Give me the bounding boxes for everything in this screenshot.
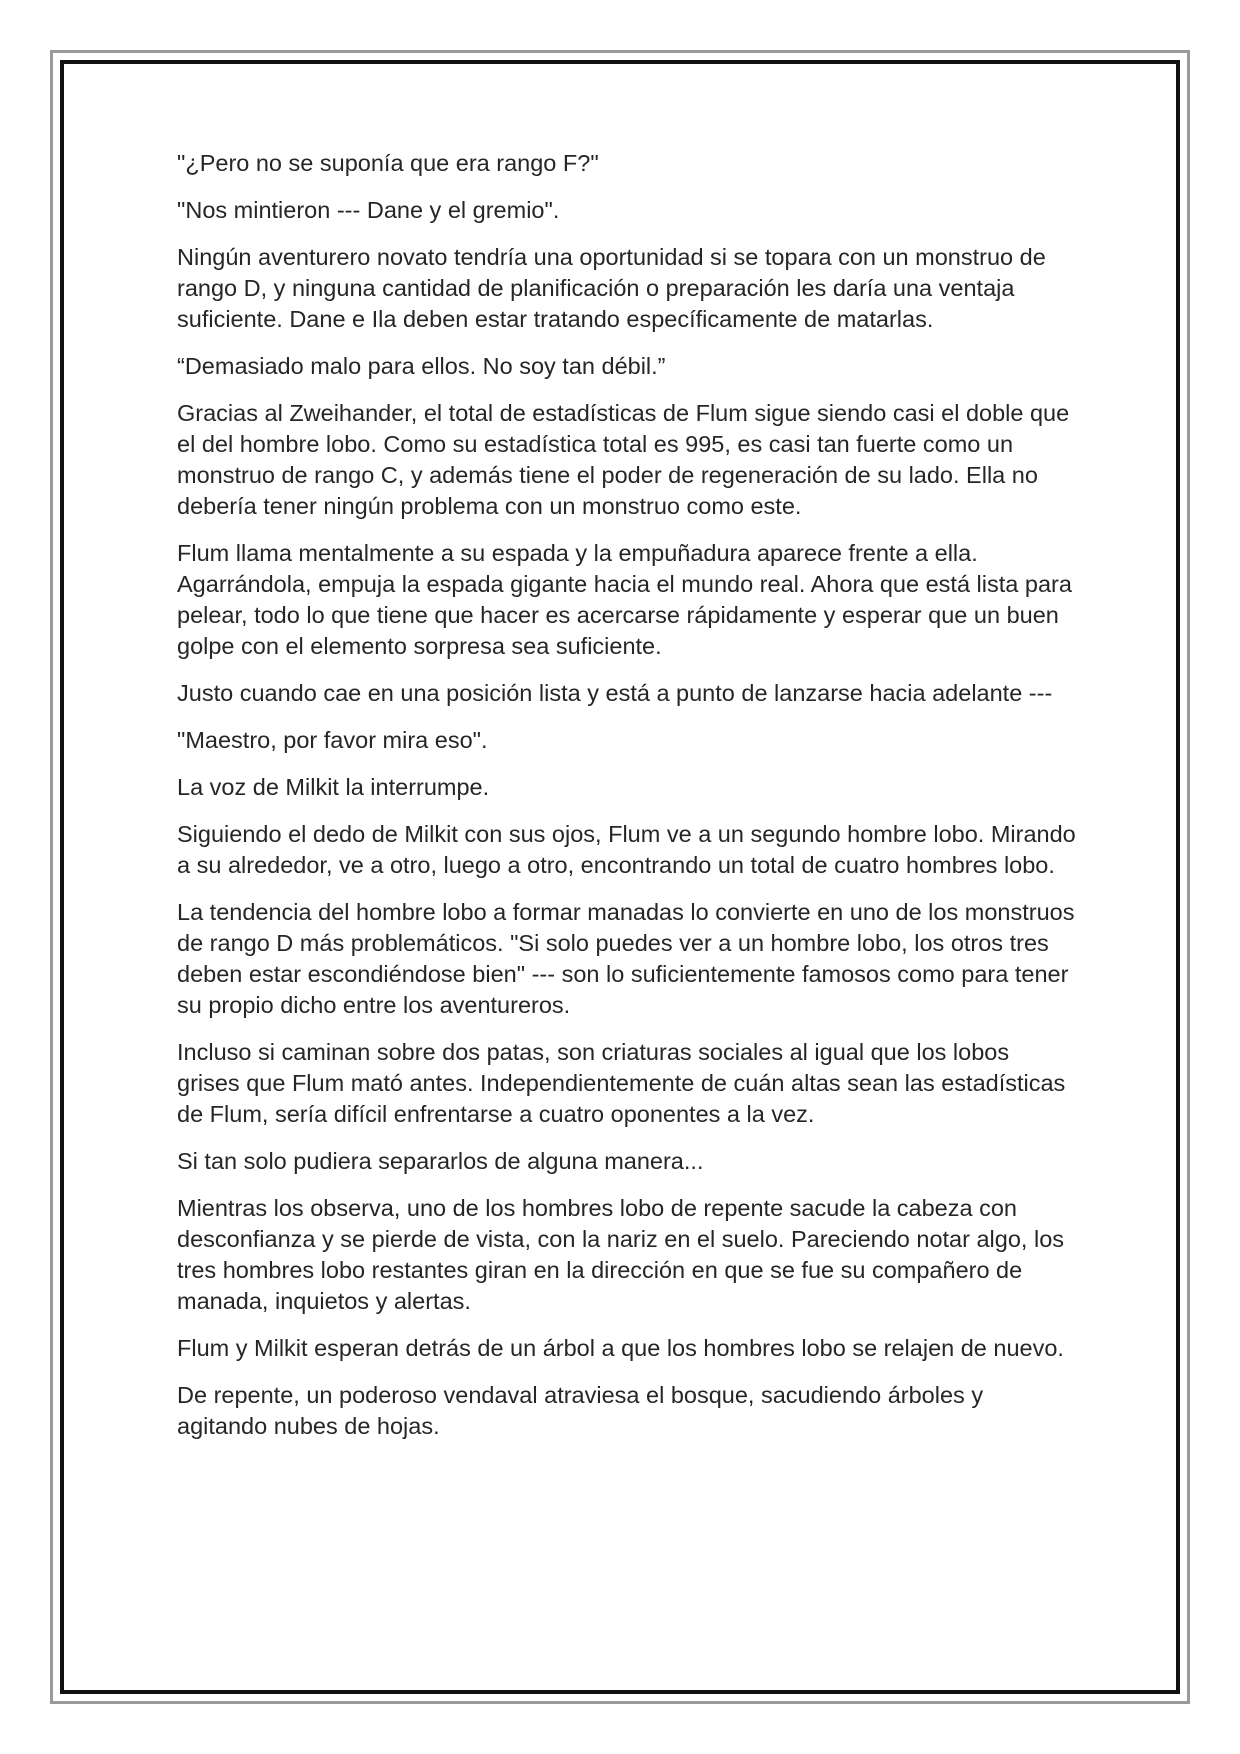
paragraph: Justo cuando cae en una posición lista y está a punto de lanzarse hacia adelante --- bbox=[177, 680, 1053, 706]
paragraph: De repente, un poderoso vendaval atraviesa el bosque, sacudiendo árboles y agitando nubes de hojas. bbox=[177, 1382, 984, 1439]
paragraph: "¿Pero no se suponía que era rango F?" bbox=[177, 150, 599, 176]
paragraph: Incluso si caminan sobre dos patas, son criaturas sociales al igual que los lobos grises que Flum mató antes. Independientemente de cuán altas sean las estadísticas de Flum, sería difícil enfrentarse a cuatro oponentes a la vez. bbox=[177, 1039, 1066, 1127]
paragraph: "Nos mintieron --- Dane y el gremio". bbox=[177, 197, 560, 223]
paragraph: Si tan solo pudiera separarlos de alguna manera... bbox=[177, 1148, 704, 1174]
document-body bbox=[177, 148, 1077, 1458]
paragraph: La voz de Milkit la interrumpe. bbox=[177, 774, 490, 800]
paragraph: Flum y Milkit esperan detrás de un árbol a que los hombres lobo se relajen de nuevo. bbox=[177, 1335, 1064, 1361]
paragraph: Gracias al Zweihander, el total de estadísticas de Flum sigue siendo casi el doble que el del hombre lobo. Como su estadística total es 995, es casi tan fuerte como un monstruo de rango C, y además tiene el poder de regeneración de su lado. Ella no debería tener ningún problema con un monstruo como este. bbox=[177, 400, 1070, 519]
paragraph: Mientras los observa, uno de los hombres lobo de repente sacude la cabeza con desconfianza y se pierde de vista, con la nariz en el suelo. Pareciendo notar algo, los tres hombres lobo restantes giran en la dirección en que se fue su compañero de manada, inquietos y alertas. bbox=[177, 1195, 1065, 1314]
paragraph: Ningún aventurero novato tendría una oportunidad si se topara con un monstruo de rango D, y ninguna cantidad de planificación o preparación les daría una ventaja suficiente. Dane e Ila deben estar tratando específicamente de matarlas. bbox=[177, 244, 1046, 332]
paragraph: Siguiendo el dedo de Milkit con sus ojos, Flum ve a un segundo hombre lobo. Mirando a su alrededor, ve a otro, luego a otro, encontrando un total de cuatro hombres lobo. bbox=[177, 821, 1076, 878]
paragraph: "Maestro, por favor mira eso". bbox=[177, 727, 488, 753]
paragraph: “Demasiado malo para ellos. No soy tan débil.” bbox=[177, 353, 666, 379]
paragraph: Flum llama mentalmente a su espada y la empuñadura aparece frente a ella. Agarrándola, empuja la espada gigante hacia el mundo real. Ahora que está lista para pelear, todo lo que tiene que hacer es acercarse rápidamente y esperar que un buen golpe con el elemento sorpresa sea suficiente. bbox=[177, 540, 1072, 659]
paragraph: La tendencia del hombre lobo a formar manadas lo convierte en uno de los monstruos de rango D más problemáticos. "Si solo puedes ver a un hombre lobo, los otros tres deben estar escondiéndose bien" --- son lo suficientemente famosos como para tener su propio dicho entre los aventureros. bbox=[177, 899, 1075, 1018]
